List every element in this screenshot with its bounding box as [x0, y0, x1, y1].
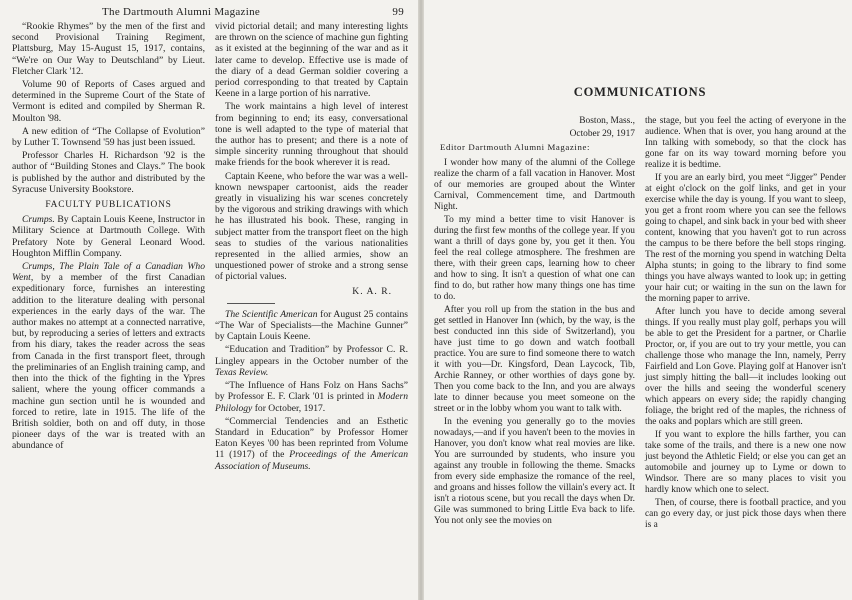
paragraph: If you want to explore the hills farther, you can take some of the trails, and there is a new one now just beyond the Athletic Field; or else you can get an automobile and journey up to Lyme or down to Windsor. There are so many places to visit you hardly know which one to select. [645, 430, 846, 495]
paragraph-text: for October, 1917. [252, 402, 326, 414]
section-title: COMMUNICATIONS [573, 85, 707, 99]
paragraph: Then, of course, there is football practice, and you can go every day, or just pick those days when there is a [645, 498, 846, 530]
paragraph-text: “Education and Tradition” by Professor C. R. Lingley appears in the October number of the [215, 344, 408, 367]
paragraph-text: for August 25 contains “The War of Specialists—the Machine Gunner” by Captain Louis Keene. [215, 308, 408, 343]
paragraph: Captain Keene, who before the war was a well-known newspaper cartoonist, aids the reader greatly in visualizing his war scenes concretely by the vigorous and striking drawings with which he has illustrated his book. These, ranging in subject matter from the transport fleet on the high seas to studies of the various nationalities represented in the allied armies, show an unquestioned power of stroke and a strong sense of pictorial values. [215, 170, 408, 283]
paragraph [215, 416, 408, 472]
paragraph: If you are an early bird, you meet “Jigger” Pender at eight o'clock on the golf links, and get in your exercise while the day is young. If you want to sleep, you get a front room where you can see the fellows going to chapel, and sink back in your bed with sheer content, knowing that you haven't got to run across the campus to be there before the bell stops ringing. The rest of the morning you spend in watching Delta Alpha stunts; in going to the library to find some things you have always wanted to look up; in getting your hair cut; or waiting in the sun on the lawn for the morning paper to arrive. [645, 173, 846, 304]
paragraph [215, 344, 408, 378]
paragraph: I wonder how many of the alumni of the College realize the charm of a fall vacation in Hanover. Most of our memories are grouped about the Winter Carnival, Commencement time, and Dartmouth Night. [434, 158, 635, 212]
reviewer-signature: K. A. R. [352, 285, 392, 297]
paragraph: After you roll up from the station in the bus and get settled in Hanover Inn (which, by the way, is the best conducted inn this side of Switzerland), you have just time to go down and watch football practice. You are sure to find someone there to watch it with you—Dr. Kingsford, Dean Laycock, Tib, Archie Ranney, or other worthies of days gone by. Then you come back to the Inn, and you are always late to dinner because you meet someone on the street or in the lobby whom you want to talk with. [434, 305, 635, 414]
paragraph-text: “Commercial Tendencies and an Esthetic Standard in Education” by Professor Homer Eaton Keyes '00 has been reprinted from Volume 11 (1917) of the [215, 415, 408, 461]
dateline-date: October 29, 1917 [569, 129, 635, 139]
page-number: 99 [392, 6, 404, 18]
right-column-1 [434, 116, 635, 531]
paragraph [12, 261, 205, 451]
paragraph: In the evening you generally go to the movies nowadays,—and if you haven't been to the movies in Hanover, you don't know what real movies are like. You are surrounded by students, who insure you against any trouble in following the theme. Smacks from every side emphasize the romance of the reel, and groans and hisses follow the villain's every act. It isn't a riotous scene, but you recall the days when Dr. Gile was summoned to bring Little Eva back to life. You not only see the movies on [434, 417, 635, 526]
paragraph-text: “The Influence of Hans Folz on Hans Sachs” by Professor E. F. Clark '01 is printed in [215, 380, 408, 403]
paragraph: the stage, but you feel the acting of everyone in the audience. When that is over, you hang around at the Inn talking with somebody, so that the clock has gone far on its way toward morning before you realize it is bedtime. [645, 116, 846, 170]
paragraph: Volume 90 of Reports of Cases argued and determined in the Supreme Court of the State of Vermont is edited and compiled by Sherman R. Moulton '98. [12, 79, 205, 124]
right-column-2 [645, 116, 846, 531]
paragraph: Professor Charles H. Richardson '92 is the author of “Building Stones and Clays.” The book is published by the author and distributed by the Syracuse University Bookstore. [12, 150, 205, 195]
journal-title: Texas Review. [215, 366, 269, 378]
section-heading: FACULTY PUBLICATIONS [45, 200, 172, 211]
left-column-1 [12, 21, 205, 472]
paragraph: To my mind a better time to visit Hanover is during the first few months of the college year. If you want a thrill of days gone by, you get it then. You feel the real college atmosphere. The freshmen are there, with their green caps, learning how to cheer and how to sing. It isn't a question of what one can find to do, but rather how many things one has time to do. [434, 215, 635, 302]
magazine-title: The Dartmouth Alumni Magazine [102, 6, 261, 18]
right-page [424, 0, 852, 600]
paragraph: After lunch you have to decide among several things. If you really must play golf, perhaps you will be able to get the President for a partner, or Charlie Proctor, or, if you are out to try your mettle, you can challenge those who manage the Inn, namely, Perry Fairfield and Lon Gove. Playing golf at Hanover isn't just simply hitting the ball—it includes looking out over the hills and seeing the wonderful scenery which appears on every side; the rapidly changing foliage, the bright red of the maples, the richness of the oaks and poplars which are still green. [645, 307, 846, 427]
paragraph: The work maintains a high level of interest from beginning to end; its easy, conversational tone is well adapted to the type of material that the author has to present; and there is a note of simple sincerity running throughout that should make friends for the book wherever it is read. [215, 101, 408, 169]
salutation: Editor Dartmouth Alumni Magazine: [440, 142, 591, 152]
left-page [0, 0, 418, 600]
dateline-place: Boston, Mass., [579, 116, 635, 126]
paragraph: vivid pictorial detail; and many interesting lights are thrown on the science of machine gun fighting as it existed at the beginning of the war and as it later came to develop. Effective use is made of the diary of a dead German soldier covering a period corresponding to that treated by Captain Keene in a large portion of his narrative. [215, 21, 408, 100]
journal-title: Modern Philology [215, 391, 408, 414]
paragraph: A new edition of “The Collapse of Evolution” by Luther T. Townsend '59 has just been issued. [12, 125, 205, 149]
paragraph-text: by a member of the first Canadian expeditionary force, furnishes an interesting addition to the literature dealing with personal experiences in the early days of the war. The author makes no attempt at a connected narrative, but, by reproducing a series of letters and extracts from his diary, takes the reader across the seas from Canada in the first transport fleet, through the preliminaries of an English training camp, and then into the thick of the fighting in the Ypres salient, where the young officer commands a machine gun section until he is wounded and forced to retire, late in 1915. The life of the British soldier, both on and off duty, in those pioneer days of the war is treated with an abundance of [12, 272, 205, 452]
left-column-2 [215, 21, 408, 472]
book-title: Crumps. [22, 214, 55, 226]
book-title: Crumps, The Plain Tale of a Canadian Who Went, [12, 261, 205, 284]
journal-title: The Scientific American [225, 308, 318, 320]
divider [227, 303, 275, 304]
paragraph [12, 214, 205, 259]
paragraph: “Rookie Rhymes” by the men of the first and second Provisional Training Regiment, Plattsburg, May 15-August 15, 1917, contains, “We're on Our Way to Deutschland” by Lieut. Fletcher Clark '12. [12, 21, 205, 77]
paragraph [215, 380, 408, 414]
paragraph [215, 309, 408, 343]
journal-title: Proceedings of the American Association of Museums. [215, 449, 408, 472]
running-head [102, 6, 408, 18]
paragraph-text: By Captain Louis Keene, Instructor in Military Science at Dartmouth College. With Prefatory Note by General Leonard Wood. Houghton Mifflin Company. [12, 214, 205, 259]
